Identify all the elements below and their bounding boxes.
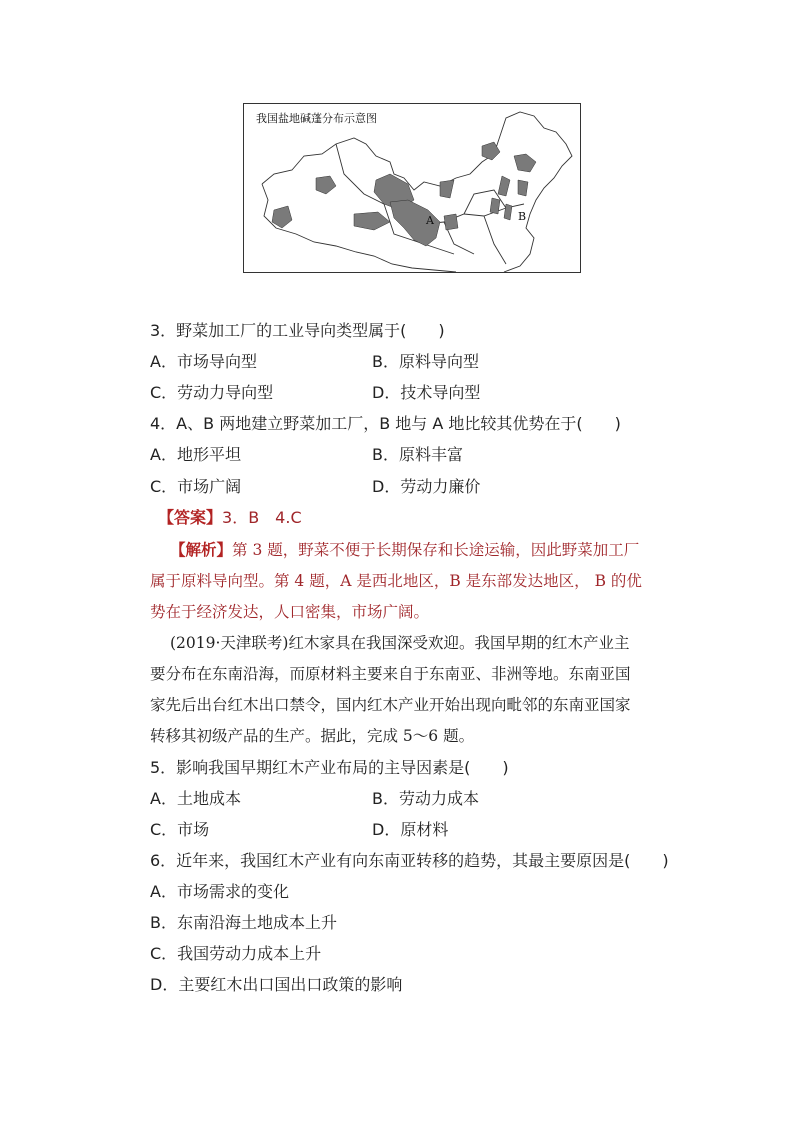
analysis-paragraph bbox=[150, 534, 644, 628]
map-label-a: A bbox=[426, 214, 434, 227]
answer-text: 3．B 4.C bbox=[222, 508, 302, 527]
q4-option-a[interactable]: A．地形平坦 bbox=[150, 445, 241, 464]
q3-stem: 3．野菜加工厂的工业导向类型属于( ) bbox=[150, 321, 445, 340]
q5-option-d[interactable]: D．原材料 bbox=[372, 820, 449, 839]
region-a-2 bbox=[444, 214, 458, 230]
q4-option-b[interactable]: B．原料丰富 bbox=[372, 445, 463, 464]
q4-option-d[interactable]: D．劳动力廉价 bbox=[372, 477, 481, 496]
analysis-label: 【解析】 bbox=[170, 540, 233, 559]
q6-option-b[interactable]: B．东南沿海土地成本上升 bbox=[150, 913, 337, 932]
q3-option-c[interactable]: C．劳动力导向型 bbox=[150, 383, 274, 402]
q3-option-d[interactable]: D．技术导向型 bbox=[372, 383, 481, 402]
q3-option-a[interactable]: A．市场导向型 bbox=[150, 352, 257, 371]
q4-option-c[interactable]: C．市场广阔 bbox=[150, 477, 242, 496]
q3-option-b[interactable]: B．原料导向型 bbox=[372, 352, 479, 371]
region-ne-4 bbox=[518, 180, 528, 196]
region-north bbox=[440, 180, 454, 198]
q5-stem: 5．影响我国早期红木产业布局的主导因素是( ) bbox=[150, 758, 509, 777]
region-ne-3 bbox=[498, 176, 510, 196]
q6-option-d[interactable]: D．主要红木出口国出口政策的影响 bbox=[150, 975, 403, 994]
map-title: 我国盐地碱蓬分布示意图 bbox=[256, 112, 377, 125]
passage-text: (2019·天津联考)红木家具在我国深受欢迎。我国早期的红木产业主要分布在东南沿海，而原材料主要来自于东南亚、非洲等地。东南亚国家先后出台红木出口禁令，国内红木产业开始出现向毗邻的东南亚国家转移其初级产品的生产。据此，完成 5～6 题。 bbox=[150, 634, 631, 745]
answer-label: 【答案】 bbox=[158, 508, 223, 527]
q5-option-b[interactable]: B．劳动力成本 bbox=[372, 789, 479, 808]
q4-stem: 4．A、B 两地建立野菜加工厂，B 地与 A 地比较其优势在于( ) bbox=[150, 414, 621, 433]
q5-option-a[interactable]: A．土地成本 bbox=[150, 789, 241, 808]
q5-option-c[interactable]: C．市场 bbox=[150, 820, 210, 839]
map-figure bbox=[243, 103, 581, 273]
answer-line bbox=[158, 508, 302, 528]
q6-option-a[interactable]: A．市场需求的变化 bbox=[150, 882, 289, 901]
region-xinjiang-1 bbox=[316, 176, 336, 194]
china-map bbox=[244, 104, 582, 274]
analysis-text: 第 3 题，野菜不便于长期保存和长途运输，因此野菜加工厂属于原料导向型。第 4 题，A 是西北地区，B 是东部发达地区， B 的优势在于经济发达，人口密集，市场广阔。 bbox=[150, 541, 642, 621]
map-label-b: B bbox=[518, 210, 527, 223]
region-tibet bbox=[272, 206, 292, 228]
region-east bbox=[490, 198, 500, 214]
region-ne-2 bbox=[514, 154, 536, 172]
region-xinjiang-2 bbox=[354, 212, 390, 230]
q6-stem: 6．近年来，我国红木产业有向东南亚转移的趋势，其最主要原因是( ) bbox=[150, 851, 669, 870]
passage-paragraph bbox=[150, 628, 644, 752]
q6-option-c[interactable]: C．我国劳动力成本上升 bbox=[150, 944, 322, 963]
